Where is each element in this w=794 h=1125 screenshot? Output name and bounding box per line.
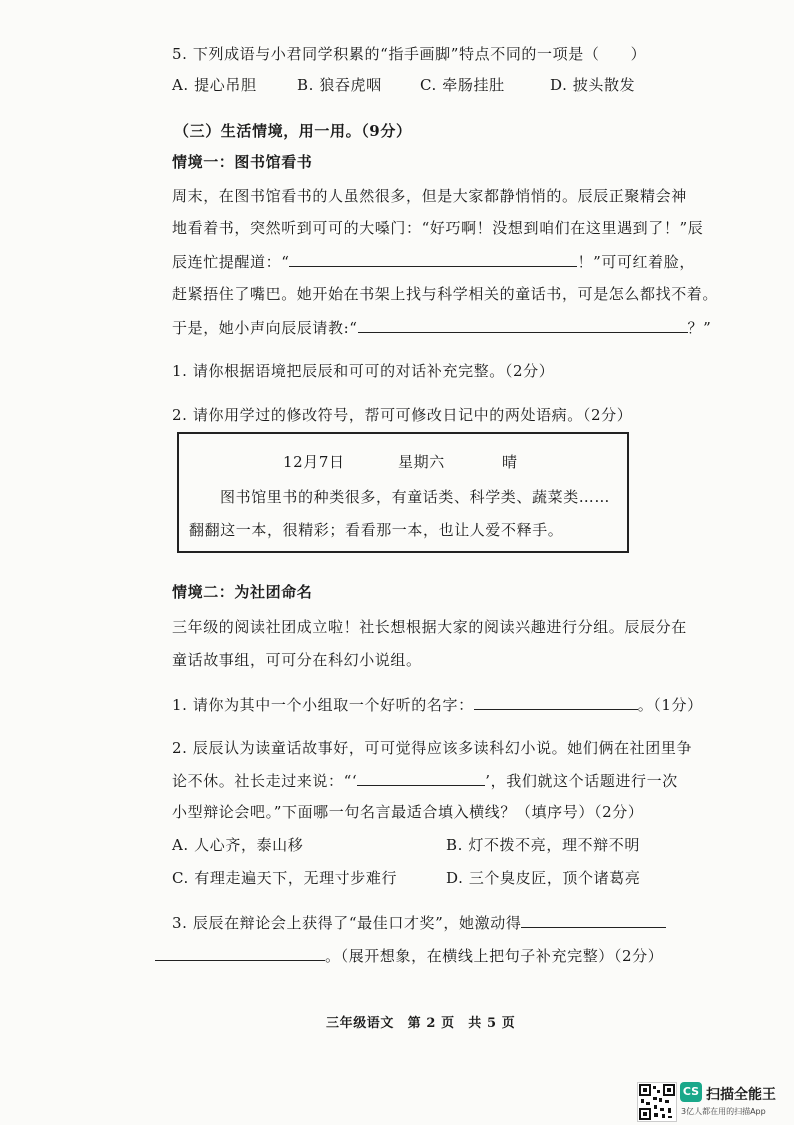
scene-2-para-line-2: 童话故事组，可可分在科幻小说组。 — [172, 651, 422, 669]
scene-2-question-3-line-2 — [155, 945, 663, 966]
diary-weekday: 星期六 — [398, 453, 445, 471]
reminder-answer-blank[interactable] — [289, 251, 577, 267]
scene-2-question-2-line-1: 2. 辰辰认为读童话故事好，可可觉得应该多读科幻小说。她们俩在社团里争 — [172, 739, 693, 757]
scene-2-option-a: A. 人心齐，泰山移 — [172, 836, 304, 854]
q5-option-b: B. 狼吞虎咽 — [297, 76, 382, 94]
q5-option-a: A. 提心吊胆 — [172, 76, 257, 94]
diary-line-1: 图书馆里书的种类很多，有童话类、科学类、蔬菜类…… — [220, 488, 611, 506]
feeling-blank-part-1[interactable] — [521, 912, 666, 928]
scene-2-question-3-line-1 — [172, 912, 666, 933]
section-3-title: （三）生活情境，用一用。（9分） — [174, 122, 412, 140]
scene-1-para-line-4: 赶紧捂住了嘴巴。她开始在书架上找与科学相关的童话书，可是怎么都找不着。 — [172, 285, 719, 303]
scene-2-title: 情境二：为社团命名 — [172, 583, 313, 601]
diary-line-2: 翻翻这一本，很精彩；看看那一本，也让人爱不释手。 — [189, 521, 564, 539]
scene-1-question-1: 1. 请你根据语境把辰辰和可可的对话补充完整。（2分） — [172, 362, 555, 380]
scene-1-para-line-3 — [172, 251, 695, 272]
diary-date: 12月7日 — [283, 453, 345, 471]
qr-code-icon — [637, 1082, 677, 1122]
scene-2-option-d: D. 三个臭皮匠，顶个诸葛亮 — [446, 869, 641, 887]
scene-1-title: 情境一：图书馆看书 — [172, 153, 313, 171]
scene-2-question-2-line-3: 小型辩论会吧。”下面哪一句名言最适合填入横线？（填序号）（2分） — [172, 803, 644, 821]
scene-1-para-line-5-start: 于是，她小声向辰辰请教:“ — [172, 319, 358, 337]
group-name-blank[interactable] — [474, 694, 638, 710]
scene-1-para-line-5 — [172, 317, 711, 338]
scene-1-para-line-3-end: ！”可可红着脸， — [577, 253, 695, 271]
scene-2-option-c: C. 有理走遍天下，无理寸步难行 — [172, 869, 398, 887]
question-5-stem: 5. 下列成语与小君同学积累的“指手画脚”特点不同的一项是（ ） — [172, 45, 647, 63]
scene-1-para-line-3-start: 辰连忙提醒道：“ — [172, 253, 290, 271]
camscanner-logo: CS — [680, 1082, 702, 1102]
scene-2-question-2-line-2-end: ’，我们就这个话题进行一次 — [485, 772, 678, 790]
q5-option-c: C. 牵肠挂肚 — [420, 76, 505, 94]
diary-weather: 晴 — [502, 453, 518, 471]
quote-blank[interactable] — [357, 770, 485, 786]
scanner-app-subtitle: 3亿人都在用的扫描App — [681, 1107, 766, 1116]
scene-1-para-line-1: 周末，在图书馆看书的人虽然很多，但是大家都静悄悄的。辰辰正聚精会神 — [172, 187, 687, 205]
scene-2-question-2-line-2-start: 论不休。社长走过来说：“‘ — [172, 772, 358, 790]
scene-2-question-2-line-2 — [172, 770, 678, 791]
q5-option-d: D. 披头散发 — [550, 76, 636, 94]
scene-2-para-line-1: 三年级的阅读社团成立啦！社长想根据大家的阅读兴趣进行分组。辰辰分在 — [172, 618, 687, 636]
scene-2-question-3-line-2-text: 。（展开想象，在横线上把句子补充完整）（2分） — [325, 947, 664, 965]
scanner-app-title: 扫描全能王 — [706, 1087, 776, 1103]
scene-2-option-b: B. 灯不拨不亮，理不辩不明 — [446, 836, 640, 854]
feeling-blank-part-2[interactable] — [155, 945, 325, 961]
scene-1-para-line-5-end: ？” — [687, 319, 712, 337]
question-answer-blank[interactable] — [358, 317, 688, 333]
scene-2-question-1-start: 1. 请你为其中一个小组取一个好听的名字： — [172, 696, 474, 714]
scene-1-question-2: 2. 请你用学过的修改符号，帮可可修改日记中的两处语病。（2分） — [172, 406, 633, 424]
scene-2-question-3-line-1-text: 3. 辰辰在辩论会上获得了“最佳口才奖”，她激动得 — [172, 914, 522, 932]
scene-2-question-1-end: 。（1分） — [637, 696, 703, 714]
scene-2-question-1 — [172, 694, 703, 715]
scene-1-para-line-2: 地看着书，突然听到可可的大嗓门：“好巧啊！没想到咱们在这里遇到了！”辰 — [172, 219, 704, 237]
page-footer: 三年级语文 第 2 页 共 5 页 — [326, 1016, 516, 1031]
